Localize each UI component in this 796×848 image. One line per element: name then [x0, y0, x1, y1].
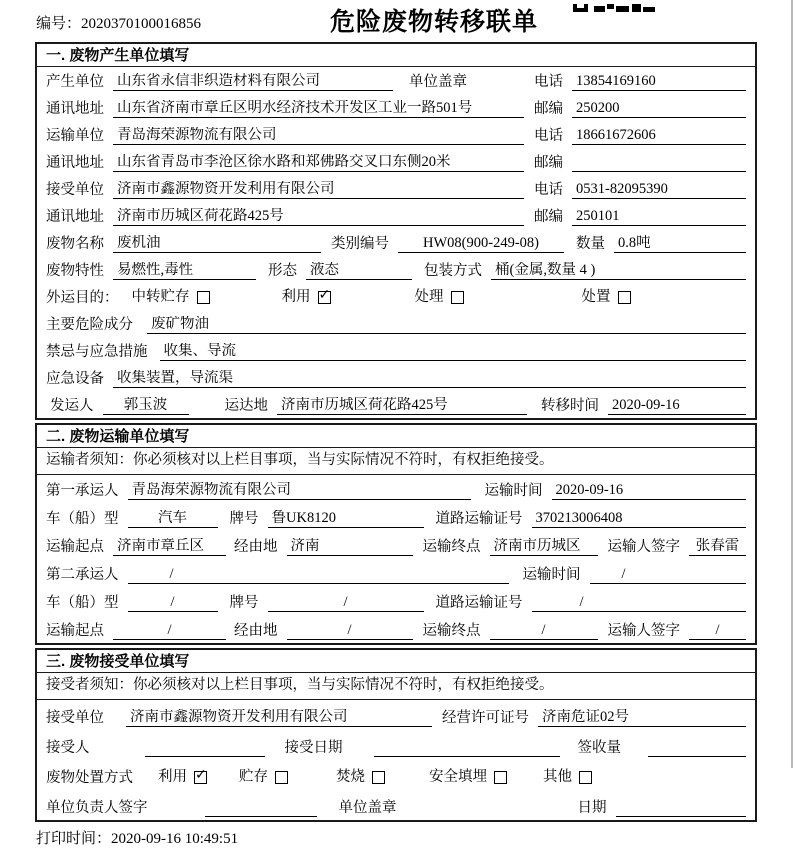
- disposal-option-landfill: 安全填埋: [429, 769, 507, 787]
- license-no-label: 经营许可证号: [442, 710, 529, 726]
- transport-unit-label: 运输单位: [46, 128, 104, 144]
- row-receiver-unit: [37, 175, 755, 202]
- phone-label: 电话: [534, 128, 563, 144]
- postcode-label: 邮编: [534, 155, 563, 171]
- waste-name-label: 废物名称: [46, 236, 104, 252]
- disposal-option-utilize: 利用 ✓: [158, 769, 207, 787]
- print-time: [36, 827, 796, 848]
- origin1-value: 济南市章丘区: [113, 538, 226, 556]
- purpose-option-utilize: 利用 ✓: [282, 289, 331, 307]
- consignor-value: 郭玉波: [103, 397, 189, 415]
- carrier1-signature-value: 张春雷: [689, 538, 746, 556]
- license-no-value: 济南危证02号: [538, 709, 746, 727]
- checkbox-disposal-incinerate: [372, 771, 385, 784]
- destination-label: 运达地: [224, 398, 268, 414]
- receiver-unit-label: 接受单位: [46, 710, 104, 726]
- taboo-measures-label: 禁忌与应急措施: [46, 344, 148, 360]
- serial-number: [36, 12, 201, 33]
- receive-date-label: 接受日期: [284, 740, 343, 756]
- checkbox-utilize: [318, 291, 331, 304]
- page-title: 危险废物转移联单: [330, 8, 539, 36]
- row-waste-name: [37, 229, 755, 256]
- date-label: 日期: [577, 800, 607, 816]
- postcode-label: 邮编: [534, 209, 563, 225]
- unit-seal-label: 单位盖章: [338, 800, 397, 816]
- responsible-signature-label: 单位负责人签字: [46, 800, 148, 816]
- row-receive-unit: [37, 700, 755, 730]
- transport-unit-value: 青岛海荣源物流有限公司: [113, 127, 524, 145]
- row-main-hazard: [37, 310, 755, 337]
- emergency-equipment-label: 应急设备: [46, 371, 104, 387]
- row-emergency-equipment: [37, 364, 755, 391]
- generator-phone-value: 13854169160: [572, 73, 746, 91]
- row-taboo-measures: [37, 337, 755, 364]
- category-code-label: 类别编号: [331, 236, 389, 252]
- received-quantity-label: 签收量: [577, 740, 621, 756]
- receiver-unit-label: 接受单位: [46, 182, 104, 198]
- checkbox-transfer-storage: [197, 291, 210, 304]
- scan-edge-line: [791, 0, 793, 768]
- row-purpose: [37, 283, 755, 310]
- road-permit2-value: /: [532, 594, 747, 612]
- disposal-option-other: 其他: [543, 769, 592, 787]
- road-permit-label: 道路运输证号: [435, 511, 523, 527]
- row-responsible-signature: [37, 790, 755, 820]
- packaging-value: 桶(金属,数量 4 ): [491, 262, 746, 280]
- phone-label: 电话: [534, 74, 563, 90]
- origin-label: 运输起点: [46, 623, 104, 639]
- row-generator-unit: [37, 67, 755, 94]
- row-vehicle-1: [37, 503, 755, 531]
- receiver-label: 接受人: [46, 740, 90, 756]
- transfer-time-label: 转移时间: [541, 398, 599, 414]
- via-label: 经由地: [234, 623, 278, 639]
- disposal-option-incinerate: 焚烧: [336, 769, 385, 787]
- waste-property-value: 易燃性,毒性: [113, 262, 256, 280]
- phone-label: 电话: [534, 182, 563, 198]
- via1-value: 济南: [287, 538, 413, 556]
- transporter-notice: 运输者须知：你必须核对以上栏目事项，当与实际情况不符时，有权拒绝接受。: [37, 448, 755, 475]
- transport-address-value: 山东省青岛市李沧区徐水路和郑佛路交叉口东侧20米: [113, 154, 524, 172]
- row-vehicle-2: [37, 587, 755, 615]
- row-consignor: [37, 391, 755, 418]
- checkbox-disposal-store: [275, 771, 288, 784]
- purpose-label: 外运目的：: [46, 290, 119, 306]
- carrier1-label: 第一承运人: [46, 483, 119, 499]
- carrier2-label: 第二承运人: [46, 567, 119, 583]
- date-value: [616, 799, 747, 817]
- section-generator: [35, 42, 757, 420]
- unit-seal-label: 单位盖章: [409, 74, 467, 90]
- row-receiver-person: [37, 730, 755, 760]
- carrier2-transport-time-value: /: [590, 566, 747, 584]
- address-label: 通讯地址: [46, 101, 104, 117]
- plate-no1-value: 鲁UK8120: [268, 510, 424, 528]
- origin-label: 运输起点: [46, 539, 104, 555]
- row-route-1: [37, 531, 755, 559]
- receiver-postcode-value: 250101: [572, 208, 746, 226]
- terminus2-value: /: [490, 622, 598, 640]
- quantity-value: 0.8吨: [614, 235, 746, 253]
- generator-postcode-value: 250200: [572, 100, 746, 118]
- checkbox-disposal-other: [579, 771, 592, 784]
- disposal-method-label: 废物处置方式: [46, 770, 133, 786]
- section-transporter: [35, 423, 757, 645]
- serial-label: 编号：: [36, 16, 82, 32]
- checkbox-disposal-utilize: [194, 771, 207, 784]
- receiver-address-value: 济南市历城区荷花路425号: [113, 208, 524, 226]
- receive-date-value: [374, 739, 560, 757]
- plate-no-label: 牌号: [229, 511, 259, 527]
- receiver-notice: 接受者须知：你必须核对以上栏目事项，当与实际情况不符时，有权拒绝接受。: [37, 673, 755, 700]
- responsible-signature-value: [205, 799, 317, 817]
- section-receiver: [35, 648, 757, 822]
- main-hazard-label: 主要危险成分: [46, 317, 133, 333]
- transport-phone-value: 18661672606: [572, 127, 746, 145]
- carrier-signature-label: 运输人签字: [607, 539, 680, 555]
- category-code-value: HW08(900-249-08): [398, 235, 564, 253]
- waste-property-label: 废物特性: [46, 263, 104, 279]
- qr-code-fragment-icon: [573, 0, 661, 18]
- vehicle-type-label: 车（船）型: [46, 595, 119, 611]
- via2-value: /: [287, 622, 413, 640]
- vehicle-type-label: 车（船）型: [46, 511, 119, 527]
- generator-unit-label: 产生单位: [46, 74, 104, 90]
- quantity-label: 数量: [576, 236, 605, 252]
- section-2-header: 二. 废物运输单位填写: [37, 425, 755, 448]
- purpose-option-transfer-storage: 中转贮存: [132, 289, 210, 307]
- row-route-2: [37, 615, 755, 643]
- waste-name-value: 废机油: [113, 235, 321, 253]
- road-permit-label: 道路运输证号: [435, 595, 523, 611]
- plate-no-label: 牌号: [229, 595, 259, 611]
- carrier1-transport-time-value: 2020-09-16: [552, 482, 747, 500]
- taboo-measures-value: 收集、导流: [160, 343, 747, 361]
- print-time-value: 2020-09-16 10:49:51: [111, 831, 239, 847]
- row-transport-unit: [37, 121, 755, 148]
- address-label: 通讯地址: [46, 209, 104, 225]
- consignor-label: 发运人: [50, 398, 94, 414]
- purpose-option-treat: 处理: [415, 289, 464, 307]
- carrier1-name-value: 青岛海荣源物流有限公司: [128, 482, 471, 500]
- carrier-signature-label: 运输人签字: [607, 623, 680, 639]
- checkbox-dispose: [618, 291, 631, 304]
- transport-time-label: 运输时间: [522, 567, 581, 583]
- document-header: [0, 0, 796, 42]
- carrier2-name-value: /: [128, 566, 509, 584]
- row-receiver-address: [37, 202, 755, 229]
- transfer-time-value: 2020-09-16: [608, 397, 746, 415]
- terminus-label: 运输终点: [422, 539, 481, 555]
- plate-no2-value: /: [268, 594, 424, 612]
- section-3-header: 三. 废物接受单位填写: [37, 650, 755, 673]
- section-1-header: 一. 废物产生单位填写: [37, 44, 755, 67]
- origin2-value: /: [113, 622, 226, 640]
- destination-value: 济南市历城区荷花路425号: [277, 397, 527, 415]
- generator-unit-value: 山东省永信非织造材料有限公司: [113, 73, 393, 91]
- row-second-carrier: [37, 559, 755, 587]
- receiver-unit-value: 济南市鑫源物资开发利用有限公司: [126, 709, 432, 727]
- checkbox-disposal-landfill: [494, 771, 507, 784]
- print-time-label: 打印时间：: [36, 831, 112, 847]
- vehicle-type1-value: 汽车: [128, 510, 218, 528]
- postcode-label: 邮编: [534, 101, 563, 117]
- carrier2-signature-value: /: [689, 622, 746, 640]
- via-label: 经由地: [234, 539, 278, 555]
- receiver-value: [145, 739, 265, 757]
- row-waste-property: [37, 256, 755, 283]
- row-disposal-method: [37, 760, 755, 790]
- row-first-carrier: [37, 475, 755, 503]
- main-hazard-value: 废矿物油: [147, 316, 746, 334]
- transport-time-label: 运输时间: [484, 483, 543, 499]
- terminus-label: 运输终点: [422, 623, 481, 639]
- disposal-option-store: 贮存: [239, 769, 288, 787]
- receiver-phone-value: 0531-82095390: [572, 181, 746, 199]
- serial-value: 2020370100016856: [81, 16, 202, 32]
- physical-form-value: 液态: [306, 262, 412, 280]
- address-label: 通讯地址: [46, 155, 104, 171]
- emergency-equipment-value: 收集装置，导流渠: [113, 370, 746, 388]
- transport-postcode-value: [572, 154, 746, 172]
- receiver-unit-value: 济南市鑫源物资开发利用有限公司: [113, 181, 524, 199]
- packaging-label: 包装方式: [424, 263, 482, 279]
- received-quantity-value: [648, 739, 746, 757]
- vehicle-type2-value: /: [128, 594, 218, 612]
- purpose-option-dispose: 处置: [582, 289, 631, 307]
- road-permit1-value: 370213006408: [532, 510, 747, 528]
- checkbox-treat: [451, 291, 464, 304]
- terminus1-value: 济南市历城区: [490, 538, 598, 556]
- row-generator-address: [37, 94, 755, 121]
- generator-address-value: 山东省济南市章丘区明水经济技术开发区工业一路501号: [113, 100, 524, 118]
- physical-form-label: 形态: [268, 263, 297, 279]
- row-transport-address: [37, 148, 755, 175]
